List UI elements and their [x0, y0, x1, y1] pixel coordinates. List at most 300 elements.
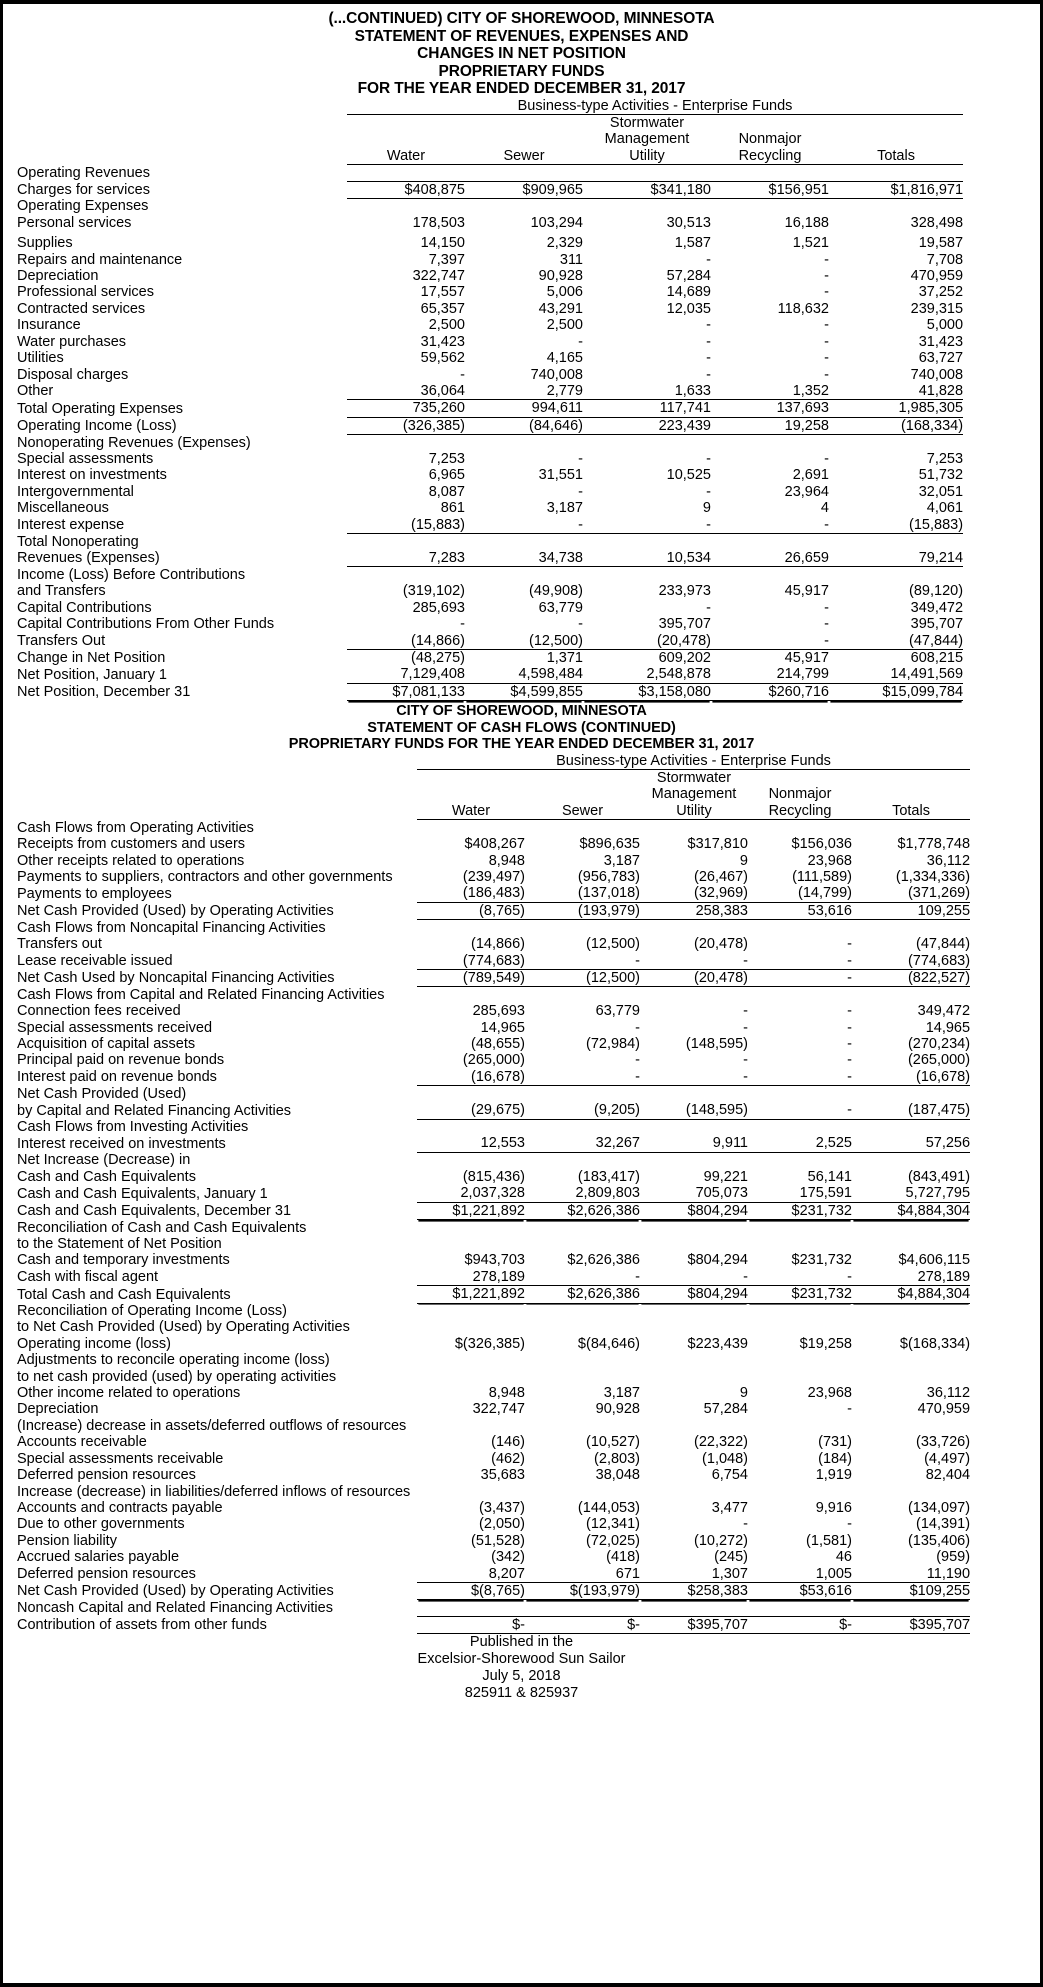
statement2-cell-c1 — [417, 1369, 525, 1385]
statement2-cell-c4: (14,799) — [748, 885, 852, 902]
statement1-cell-c5: 328,498 — [910, 214, 964, 231]
statement2-cell-c2: - — [525, 953, 640, 970]
statement2-cell-c2 — [525, 1086, 640, 1102]
table-row — [17, 1069, 1027, 1086]
statement1-cell-c5 — [829, 198, 963, 214]
statement2-cell-c3 — [640, 987, 748, 1003]
statement1-cell-c3: 1,587 — [674, 235, 711, 252]
statement2-cell-c2: $- — [525, 1616, 640, 1633]
row-end-spacer — [970, 820, 1027, 836]
statement2-cell-c1 — [417, 1152, 525, 1168]
statement2-row-label: Special assessments received — [17, 1019, 213, 1036]
statement2-cell-c3: - — [743, 1003, 748, 1020]
statement1-cell-c1: 7,129,408 — [347, 666, 465, 683]
row-end-spacer — [963, 633, 1027, 650]
statement1-cell-c3: - — [706, 317, 711, 334]
statement1-cell-c4: - — [824, 251, 829, 268]
statement2-cell-c4: $156,036 — [791, 836, 852, 853]
statement2-cell-c2 — [525, 1369, 640, 1385]
statement1-row-label: Supplies — [17, 235, 73, 252]
statement1-cell-c3: 10,525 — [666, 467, 711, 484]
statement1-row-label: Total Nonoperating — [17, 533, 139, 550]
table-row — [17, 1319, 1027, 1335]
row-end-spacer — [970, 836, 1027, 852]
row-end-spacer — [963, 252, 1027, 268]
statement1-cell-c1: 31,423 — [420, 333, 465, 350]
statement1-cell-c4: - — [824, 616, 829, 633]
statement1-cell-c5 — [829, 567, 963, 583]
statement1-column-header-5 — [829, 114, 963, 131]
statement2-cell-c5: (959) — [936, 1549, 971, 1566]
statement2-row-label: Cash Flows from Investing Activities — [17, 1119, 249, 1136]
footer-line-2: Excelsior-Shorewood Sun Sailor — [417, 1651, 626, 1668]
table-row — [17, 1286, 1027, 1303]
statement1-cell-c3: 2,548,878 — [583, 666, 711, 683]
table-row — [17, 1385, 1027, 1401]
statement2-cell-c2: 671 — [525, 1566, 640, 1583]
table-row — [17, 1467, 1027, 1483]
statement1-cell-c2: 43,291 — [538, 300, 583, 317]
statement1-row-label: Contracted services — [17, 300, 146, 317]
statement1-cell-c3: 609,202 — [658, 649, 711, 666]
statement2-cell-c3: $804,294 — [640, 1202, 748, 1219]
statement1-cell-c4: - — [711, 633, 829, 650]
statement2-cell-c3: - — [640, 953, 748, 970]
statement1-row-label: Capital Contributions From Other Funds — [17, 616, 275, 633]
table-row — [17, 181, 1027, 198]
row-end-spacer — [970, 1385, 1027, 1401]
statement2-cell-c5 — [852, 1220, 970, 1236]
statement2-cell-c5: 470,959 — [917, 1401, 971, 1418]
spacer-cell — [963, 148, 1027, 165]
statement1-cell-c4: 16,188 — [784, 214, 829, 231]
publication-footer — [17, 1634, 1026, 1702]
statement1-cell-c3 — [583, 198, 711, 214]
statement2-cell-c5: (187,475) — [852, 1102, 970, 1119]
table-row — [17, 284, 1027, 300]
row-end-spacer — [963, 683, 1027, 700]
statement2-cell-c1 — [417, 1303, 525, 1319]
statement2-cell-c2: $2,626,386 — [525, 1202, 640, 1219]
statement1-cell-c4: - — [824, 333, 829, 350]
statement1-cell-c1: 178,503 — [412, 214, 465, 231]
table-row — [17, 1352, 1027, 1368]
statement1-column-header-4 — [711, 114, 829, 131]
statement2-cell-c3 — [640, 1484, 748, 1500]
statement1-cell-c4: - — [824, 599, 829, 616]
statement2-cell-c3: (245) — [714, 1549, 748, 1566]
statement2-row-label: Payments to suppliers, contractors and other governments — [17, 868, 393, 885]
statement1-cell-c1: 59,562 — [420, 350, 465, 367]
row-end-spacer — [970, 1052, 1027, 1068]
table-row — [17, 1252, 1027, 1268]
statement1-cell-c4: 1,521 — [792, 235, 829, 252]
statement2-cell-c4 — [748, 1220, 852, 1236]
table-row — [17, 383, 1027, 400]
statement1-cell-c2: 4,165 — [546, 350, 583, 367]
row-end-spacer — [970, 1582, 1027, 1599]
statement2-cell-c3 — [640, 1086, 748, 1102]
statement2-cell-c5: (134,097) — [907, 1499, 971, 1516]
statement2-cell-c5: (4,497) — [924, 1450, 971, 1467]
spacer-cell — [970, 803, 1027, 820]
statement1-cell-c2: (12,500) — [465, 633, 583, 650]
row-end-spacer — [970, 953, 1027, 970]
statement2-cell-c1: 35,683 — [480, 1467, 525, 1484]
table-row — [17, 317, 1027, 333]
statement1-cell-c2: 3,187 — [546, 500, 583, 517]
statement2-cell-c2: $896,635 — [579, 836, 640, 853]
statement1-cell-c1: 36,064 — [347, 383, 465, 400]
row-end-spacer — [963, 484, 1027, 500]
statement2-cell-c5: $(168,334) — [899, 1335, 971, 1352]
statement2-cell-c3: 6,754 — [711, 1467, 748, 1484]
statement2-title-line-2: STATEMENT OF CASH FLOWS (CONTINUED) — [367, 719, 676, 736]
spacer-cell — [17, 770, 417, 787]
statement2-row-label: Cash with fiscal agent — [17, 1269, 159, 1286]
statement2-cell-c5: (33,726) — [916, 1434, 971, 1451]
statement2-cell-c3: - — [640, 1069, 748, 1086]
statement1-cell-c1: (14,866) — [347, 633, 465, 650]
statement2-cell-c2: (956,783) — [577, 868, 640, 885]
statement1-cell-c2: $909,965 — [465, 181, 583, 198]
statement2-cell-c2: 3,187 — [603, 1385, 640, 1402]
table-row — [17, 1549, 1027, 1565]
statement2-cell-c3: (26,467) — [693, 868, 748, 885]
statement1-column-header-row — [17, 148, 1027, 165]
statement2-cell-c1: (774,683) — [417, 953, 525, 970]
statement1-cell-c1: 65,357 — [420, 300, 465, 317]
statement2-cell-c4: $231,732 — [748, 1286, 852, 1303]
table-row — [17, 268, 1027, 284]
statement2-cell-c4: (184) — [818, 1450, 852, 1467]
statement2-cell-c3: - — [640, 1269, 748, 1286]
statement2-cell-c1: $1,221,892 — [417, 1286, 525, 1303]
row-end-spacer — [970, 1152, 1027, 1168]
table-row — [17, 1336, 1027, 1352]
statement2-cell-c4: - — [748, 969, 852, 986]
row-end-spacer — [963, 268, 1027, 284]
statement1-cell-c2 — [465, 567, 583, 583]
statement1-cell-c2: 4,598,484 — [465, 666, 583, 683]
statement1-cell-c5: (89,120) — [909, 583, 964, 600]
statement2-cell-c3: - — [743, 1052, 748, 1069]
statement2-cell-c5 — [852, 1236, 970, 1252]
statement2-cell-c5: (47,844) — [916, 936, 971, 953]
statement1-row-label: Miscellaneous — [17, 500, 109, 517]
statement2-row-label: Depreciation — [17, 1401, 99, 1418]
statement1-cell-c2 — [465, 534, 583, 550]
statement2-cell-c4: 46 — [835, 1549, 852, 1566]
statement2-cell-c2: - — [635, 1019, 640, 1036]
row-end-spacer — [963, 350, 1027, 366]
statement2-title-line-3: PROPRIETARY FUNDS FOR THE YEAR ENDED DECEMBER 31, 2017 — [288, 736, 755, 753]
statement2-row-label: Due to other governments — [17, 1516, 185, 1533]
statement2-row-label: Reconciliation of Cash and Cash Equivalents — [17, 1219, 307, 1236]
statement1-cell-c3: - — [706, 333, 711, 350]
row-end-spacer — [963, 383, 1027, 400]
statement1-cell-c1 — [347, 567, 465, 583]
statement2-cell-c3 — [640, 1369, 748, 1385]
statement2-column-header-1 — [417, 786, 525, 802]
statement1-cell-c3: 1,633 — [583, 383, 711, 400]
row-end-spacer — [970, 969, 1027, 986]
statement2-cell-c5 — [852, 1152, 970, 1168]
table-row — [17, 1003, 1027, 1019]
table-row — [17, 1303, 1027, 1319]
spacer-cell — [17, 786, 417, 802]
statement2-cell-c5: $395,707 — [852, 1616, 970, 1633]
spacer-cell — [17, 98, 347, 115]
statement2-cell-c5 — [852, 1303, 970, 1319]
statement2-cell-c1: 12,553 — [417, 1135, 525, 1152]
row-end-spacer — [963, 467, 1027, 483]
statement1-cell-c3: 233,973 — [658, 583, 711, 600]
statement2-cell-c3: $804,294 — [687, 1252, 748, 1269]
statement1-rows — [17, 165, 1027, 701]
statement2-cell-c1: (2,050) — [479, 1516, 525, 1533]
statement2-column-header-1 — [417, 770, 525, 787]
statement1-column-header-1 — [347, 131, 465, 147]
statement2-cell-c5: 82,404 — [925, 1467, 971, 1484]
statement2-cell-c2: 90,928 — [595, 1401, 640, 1418]
table-row — [17, 1169, 1027, 1185]
statement1-row-label: Transfers Out — [17, 633, 106, 649]
statement1-cell-c4: 214,799 — [711, 666, 829, 683]
statement2-cell-c3: (148,595) — [685, 1036, 748, 1053]
table-row — [17, 1500, 1027, 1516]
statement1-cell-c5: 32,051 — [918, 483, 964, 500]
statement2-column-header-4: Recycling — [748, 803, 852, 820]
table-row — [17, 252, 1027, 268]
statement1-cell-c2: - — [578, 483, 583, 500]
statement1-cell-c2: 311 — [559, 251, 583, 268]
statement2-row-label: Special assessments receivable — [17, 1450, 224, 1467]
statement2-cell-c5: 57,256 — [852, 1135, 970, 1152]
statement2-row-label: Deferred pension resources — [17, 1566, 196, 1583]
statement2-column-header-4 — [748, 770, 852, 787]
statement2-column-header-5: Totals — [852, 803, 970, 820]
statement1-cell-c4: 4 — [820, 500, 829, 517]
statement2-cell-c2: $2,626,386 — [525, 1286, 640, 1303]
statement2-cell-c1: (146) — [491, 1434, 525, 1451]
table-row — [17, 1533, 1027, 1549]
statement1-cell-c5: 349,472 — [910, 599, 964, 616]
statement2-cell-c2 — [525, 1352, 640, 1368]
statement2-cell-c3: 99,221 — [703, 1168, 748, 1185]
footer-line-1: Published in the — [469, 1634, 574, 1651]
statement2-cell-c2: (418) — [606, 1549, 640, 1566]
statement2-cell-c1: $943,703 — [464, 1252, 525, 1269]
statement2-cell-c1: 8,207 — [417, 1566, 525, 1583]
statement1-row-label: Interest on investments — [17, 467, 167, 484]
row-end-spacer — [970, 1369, 1027, 1385]
statement1-title-line-4: PROPRIETARY FUNDS — [438, 62, 605, 80]
statement1-cell-c2: (84,646) — [465, 417, 583, 434]
statement1-cell-c4: - — [824, 317, 829, 334]
statement1-row-label: Interest expense — [17, 517, 125, 534]
statement2-cell-c1: (462) — [491, 1450, 525, 1467]
statement1-cell-c4: 26,659 — [711, 550, 829, 567]
statement1-cell-c1: (48,275) — [410, 649, 465, 666]
statement2-cell-c2: (144,053) — [577, 1499, 640, 1516]
statement1-row-label: Depreciation — [17, 268, 99, 285]
statement2-cell-c4 — [748, 1236, 852, 1252]
spacer-cell — [17, 753, 417, 770]
statement2-row-label: to net cash provided (used) by operating activities — [17, 1368, 337, 1385]
row-end-spacer — [970, 1020, 1027, 1036]
table-row — [17, 1119, 1027, 1135]
statement1-cell-c4 — [711, 165, 829, 181]
spacer-cell — [17, 131, 347, 147]
table-row — [17, 1451, 1027, 1467]
statement1-column-header-row — [17, 114, 1027, 131]
statement1-cell-c5: 51,732 — [918, 467, 964, 484]
statement2-cell-c5: $4,606,115 — [898, 1252, 971, 1269]
statement1-cell-c2: 103,294 — [530, 214, 583, 231]
row-end-spacer — [970, 1500, 1027, 1516]
statement1-cell-c5: (15,883) — [829, 517, 963, 534]
statement2-cell-c3 — [640, 1418, 748, 1434]
statement1-cell-c2 — [465, 165, 583, 181]
statement2-cell-c5: (822,527) — [852, 969, 970, 986]
statement1-cell-c3: $341,180 — [583, 181, 711, 198]
statement1-cell-c4: - — [824, 284, 829, 301]
table-row — [17, 1185, 1027, 1202]
statement1-row-label: Disposal charges — [17, 366, 129, 383]
statement2-cell-c3 — [640, 1152, 748, 1168]
statement2-cell-c4: 56,141 — [807, 1168, 852, 1185]
statement2-cell-c2 — [525, 920, 640, 936]
row-end-spacer — [963, 666, 1027, 683]
statement2-row-label: Net Cash Used by Noncapital Financing Activities — [17, 970, 335, 987]
statement1-cell-c2: (49,908) — [528, 583, 583, 600]
table-row — [17, 1516, 1027, 1532]
row-end-spacer — [963, 600, 1027, 616]
table-row — [17, 500, 1027, 516]
statement2-cell-c4 — [748, 1484, 852, 1500]
statement2-column-header-2 — [525, 786, 640, 802]
statement1-cell-c4 — [711, 567, 829, 583]
statement1-cell-c2: $4,599,855 — [465, 683, 583, 700]
statement2-cell-c2: 38,048 — [595, 1467, 640, 1484]
statement2-cell-c3: (148,595) — [640, 1102, 748, 1119]
statement2-cell-c4: $19,258 — [799, 1335, 852, 1352]
statement2-cell-c5: (843,491) — [907, 1168, 971, 1185]
table-row — [17, 649, 1027, 666]
statement2-cell-c1 — [417, 1086, 525, 1102]
statement2-cell-c2: - — [635, 1052, 640, 1069]
statement2-row-label: to Net Cash Provided (Used) by Operating Activities — [17, 1319, 350, 1336]
statement2-row-label: Accrued salaries payable — [17, 1549, 180, 1566]
statement2-row-label: Accounts and contracts payable — [17, 1499, 223, 1516]
row-end-spacer — [970, 1202, 1027, 1219]
table-row — [17, 853, 1027, 869]
statement1-cell-c2: - — [578, 451, 583, 468]
row-end-spacer — [970, 1236, 1027, 1252]
statement1-cell-c1: $408,875 — [347, 181, 465, 198]
statement2-column-header-row — [17, 803, 1027, 820]
statement2-cell-c3: 57,284 — [703, 1401, 748, 1418]
statement2-cell-c2: (183,417) — [577, 1168, 640, 1185]
table-row — [17, 165, 1027, 181]
statement2-row-label: Transfers out — [17, 936, 102, 953]
statement1-column-header-4: Recycling — [711, 148, 829, 165]
statement2-cell-c3: $395,707 — [640, 1616, 748, 1633]
row-end-spacer — [970, 1069, 1027, 1086]
statement1-cell-c2: 2,500 — [546, 317, 583, 334]
statement2-cell-c4: - — [748, 1269, 852, 1286]
table-row — [17, 1220, 1027, 1236]
statement2-cell-c5 — [852, 1484, 970, 1500]
statement2-cell-c4: (731) — [818, 1434, 852, 1451]
spacer-cell — [17, 803, 417, 820]
statement2-cell-c5: $109,255 — [852, 1582, 970, 1599]
row-end-spacer — [970, 1185, 1027, 1202]
statement2-cell-c1: (265,000) — [462, 1052, 525, 1069]
row-end-spacer — [970, 1533, 1027, 1549]
row-end-spacer — [970, 1401, 1027, 1417]
statement1-column-header-2: Sewer — [465, 148, 583, 165]
row-end-spacer — [970, 1616, 1027, 1633]
statement1-row-label: and Transfers — [17, 583, 106, 600]
statement2-cell-c4: 23,968 — [807, 1385, 852, 1402]
row-end-spacer — [970, 1336, 1027, 1352]
row-end-spacer — [970, 1516, 1027, 1532]
statement1-cell-c2: 2,779 — [465, 383, 583, 400]
table-row — [17, 400, 1027, 417]
row-end-spacer — [970, 1484, 1027, 1500]
statement2-column-header-row — [17, 786, 1027, 802]
statement2-cell-c1: 14,965 — [480, 1019, 525, 1036]
row-end-spacer — [970, 1220, 1027, 1236]
statement1-cell-c5: 14,491,569 — [829, 666, 963, 683]
statement1-cell-c5: 7,253 — [926, 451, 964, 468]
statement1-cell-c2: 34,738 — [465, 550, 583, 567]
statement1-group-header-row — [17, 98, 1027, 115]
spacer-cell — [970, 753, 1027, 770]
statement2-cell-c1: (14,866) — [470, 936, 525, 953]
statement2-cell-c5: (774,683) — [852, 953, 970, 970]
row-end-spacer — [970, 1352, 1027, 1368]
statement2-cell-c2 — [525, 820, 640, 836]
statement2-cell-c2: (193,979) — [525, 902, 640, 919]
statement1-cell-c1: - — [460, 366, 465, 383]
statement1-cell-c5 — [829, 534, 963, 550]
statement2-table — [17, 753, 1027, 1635]
statement2-cell-c3 — [640, 1319, 748, 1335]
statement1-row-label: Total Operating Expenses — [17, 400, 184, 417]
row-end-spacer — [970, 1003, 1027, 1019]
statement1-cell-c5 — [829, 435, 963, 451]
statement1-cell-c2: - — [578, 333, 583, 350]
table-row — [17, 334, 1027, 350]
statement1-cell-c4: 137,693 — [711, 400, 829, 417]
statement2-cell-c3: $258,383 — [640, 1582, 748, 1599]
statement2-group-header-row — [17, 753, 1027, 770]
statement2-cell-c4: - — [748, 953, 852, 970]
row-end-spacer — [963, 400, 1027, 417]
statement2-rows — [17, 820, 1027, 1634]
table-row — [17, 1036, 1027, 1052]
row-end-spacer — [963, 435, 1027, 451]
statement1-cell-c2: 1,371 — [546, 649, 583, 666]
statement2-cell-c2: (10,527) — [585, 1434, 640, 1451]
statement2-cell-c3 — [640, 1600, 748, 1616]
statement2-cell-c4: 175,591 — [748, 1185, 852, 1202]
statement1-row-label: Change in Net Position — [17, 649, 166, 666]
row-end-spacer — [963, 334, 1027, 350]
